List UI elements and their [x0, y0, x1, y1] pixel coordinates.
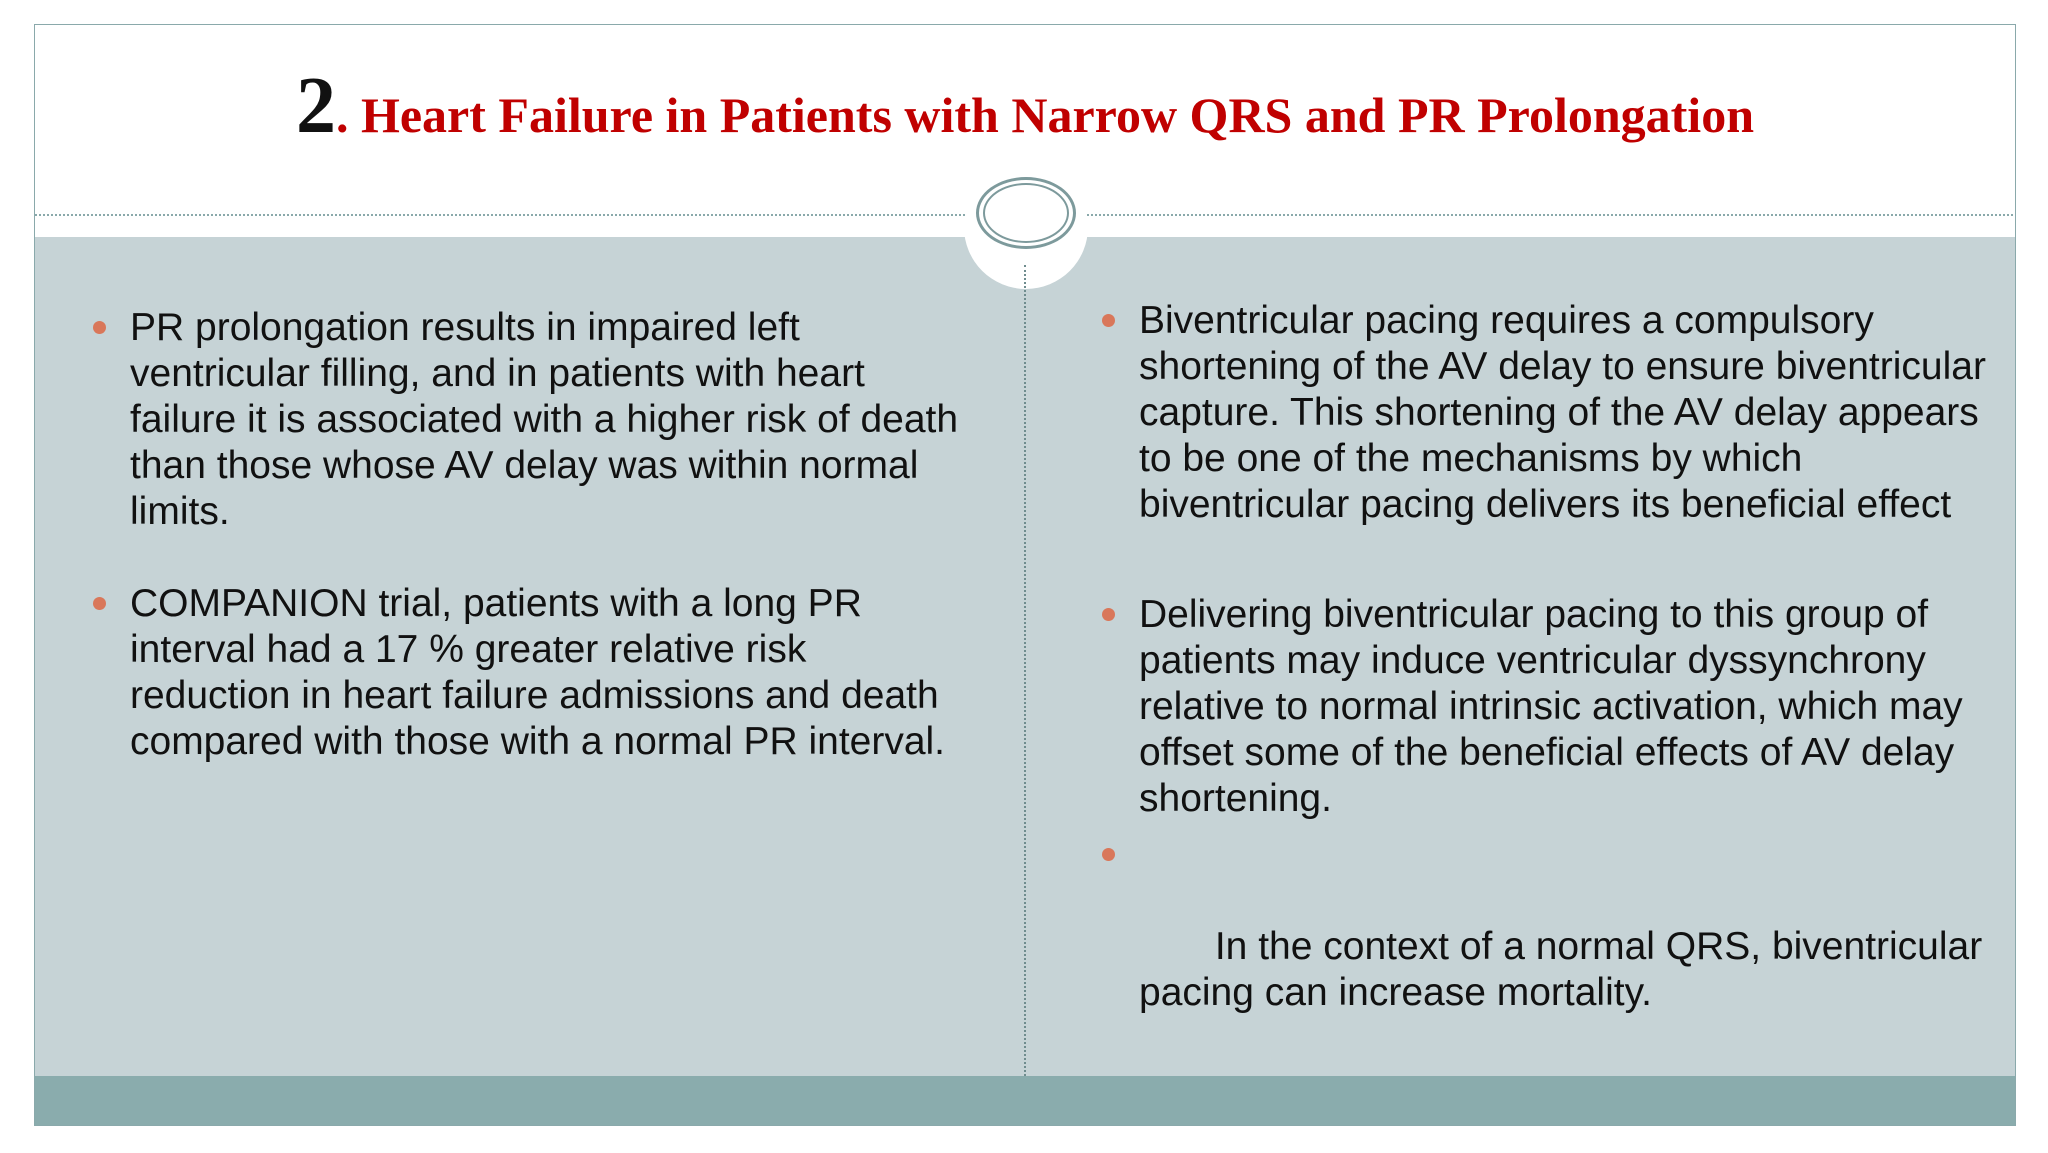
slide [34, 24, 2016, 1126]
bullet-text: In the context of a normal QRS, biventricular pacing can increase mortality. [1139, 925, 1994, 1014]
bullet-text: PR prolongation results in impaired left ventricular filling, and in patients with heart failure it is associated with a higher risk of death than those whose AV delay was within normal limits. [130, 306, 959, 533]
bullet-text: COMPANION trial, patients with a long PR interval had a 17 % greater relative risk reduction in heart failure admissions and death compared with those with a normal PR interval. [130, 582, 946, 763]
title-divider-left [35, 214, 965, 216]
title-divider-right [1087, 214, 2016, 216]
list-item [1139, 298, 1999, 528]
bullet-icon [93, 597, 106, 610]
list-item [1139, 592, 1999, 822]
left-bullet-list [130, 305, 970, 765]
bullet-icon [1102, 608, 1115, 621]
bullet-text: Biventricular pacing requires a compulsory shortening of the AV delay to ensure biventricular capture. This shortening of the AV delay appears to be one of the mechanisms by which biventricular pacing delivers its beneficial effect [1139, 299, 1986, 526]
list-item [130, 581, 970, 765]
right-bullet-list [1139, 298, 1999, 1062]
ornament-inner-ring-icon [983, 183, 1069, 243]
list-item [130, 305, 970, 535]
title-number: 2 [295, 62, 336, 150]
footer-band [35, 1076, 2015, 1126]
bullet-icon [1102, 848, 1115, 861]
column-divider [1024, 265, 1026, 1076]
bullet-icon [93, 321, 106, 334]
bullet-text: Delivering biventricular pacing to this group of patients may induce ventricular dyssynchrony relative to normal intrinsic activation, which may offset some of the beneficial effects of AV delay shortening. [1139, 593, 1963, 820]
slide-title [35, 61, 2015, 152]
title-text: . Heart Failure in Patients with Narrow QRS and PR Prolongation [335, 87, 1755, 143]
list-item [1139, 832, 1999, 1062]
bullet-icon [1102, 314, 1115, 327]
